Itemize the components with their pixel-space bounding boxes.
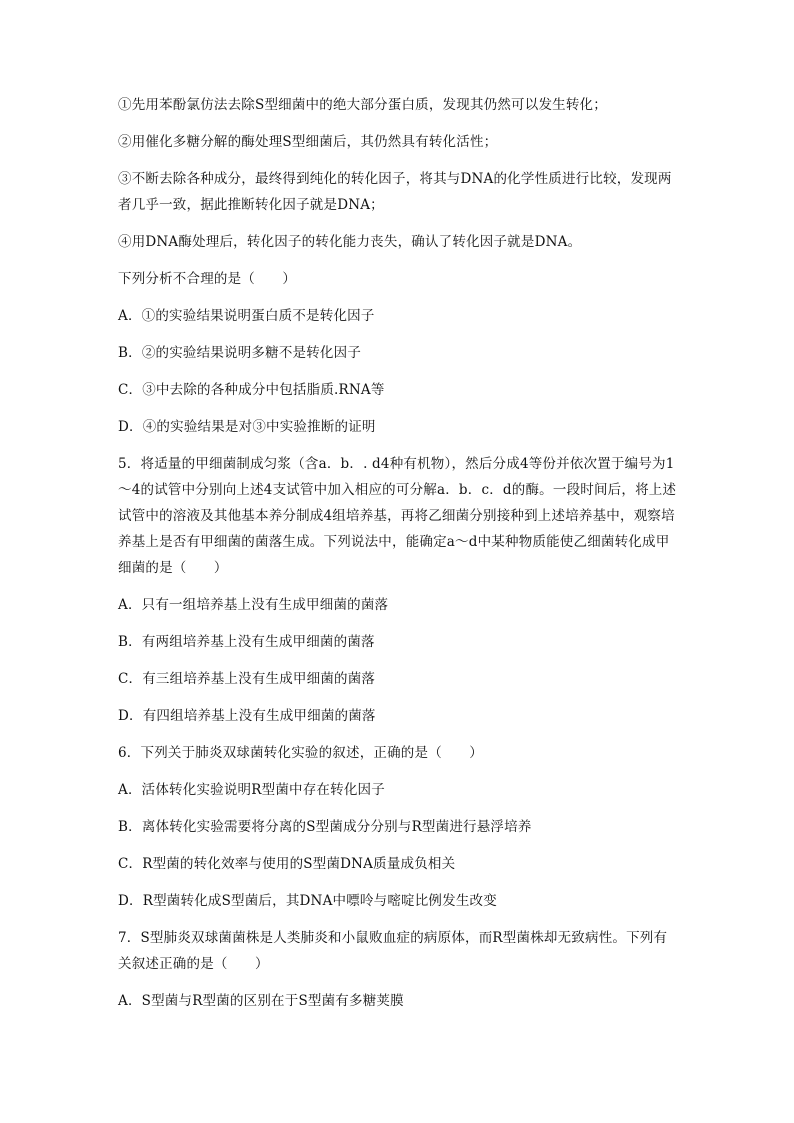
- q6-option-b: B．离体转化实验需要将分离的S型菌成分分别与R型菌进行悬浮培养: [118, 819, 532, 835]
- question-5: 5．将适量的甲细菌制成匀浆（含a．b．. d4种有机物），然后分成4等份并依次置于编号为1～4的试管中分别向上述4支试管中加入相应的可分解a．b．c．d的酶。一段时间后，将上述试管中的溶液及其他基本养分制成4组培养基，再将乙细菌分别接种到上述培养基中，观察培养基上是否有甲细菌的菌落生成。下列说法中，能确定a～d中某种物质能使乙细菌转化成甲细菌的是（ ）: [118, 456, 677, 576]
- statement-2: ②用催化多糖分解的酶处理S型细菌后，其仍然具有转化活性；: [118, 134, 498, 150]
- q6-option-c: C．R型菌的转化效率与使用的S型菌DNA质量成负相关: [118, 856, 456, 872]
- q4-option-b: B．②的实验结果说明多糖不是转化因子: [118, 345, 362, 361]
- q5-option-b: B．有两组培养基上没有生成甲细菌的菌落: [118, 634, 375, 650]
- q5-option-c: C．有三组培养基上没有生成甲细菌的菌落: [118, 671, 376, 687]
- question-6: 6．下列关于肺炎双球菌转化实验的叙述，正确的是（ ）: [118, 745, 483, 761]
- statement-4: ④用DNA酶处理后，转化因子的转化能力丧失，确认了转化因子就是DNA。: [118, 234, 582, 250]
- statement-1: ①先用苯酚氯仿法去除S型细菌中的绝大部分蛋白质，发现其仍然可以发生转化；: [118, 97, 607, 113]
- question-content: [118, 92, 678, 1025]
- q4-option-c: C．③中去除的各种成分中包括脂质.RNA等: [118, 382, 385, 398]
- statement-3: ③不断去除各种成分，最终得到纯化的转化因子，将其与DNA的化学性质进行比较，发现两者几乎一致，据此推断转化因子就是DNA；: [118, 171, 672, 213]
- question-4-prompt: 下列分析不合理的是（ ）: [118, 271, 297, 287]
- question-7: 7．S型肺炎双球菌菌株是人类肺炎和小鼠败血症的病原体，而R型菌株却无致病性。下列有关叙述正确的是（ ）: [118, 930, 668, 972]
- q6-option-a: A．活体转化实验说明R型菌中存在转化因子: [118, 782, 385, 798]
- q7-option-a: A．S型菌与R型菌的区别在于S型菌有多糖荚膜: [118, 993, 404, 1009]
- q5-option-d: D．有四组培养基上没有生成甲细菌的菌落: [118, 708, 376, 724]
- q4-option-a: A．①的实验结果说明蛋白质不是转化因子: [118, 308, 375, 324]
- q5-option-a: A．只有一组培养基上没有生成甲细菌的菌落: [118, 597, 389, 613]
- q6-option-d: D．R型菌转化成S型菌后，其DNA中嘌呤与嘧啶比例发生改变: [118, 893, 497, 909]
- q4-option-d: D．④的实验结果是对③中实验推断的证明: [118, 419, 376, 435]
